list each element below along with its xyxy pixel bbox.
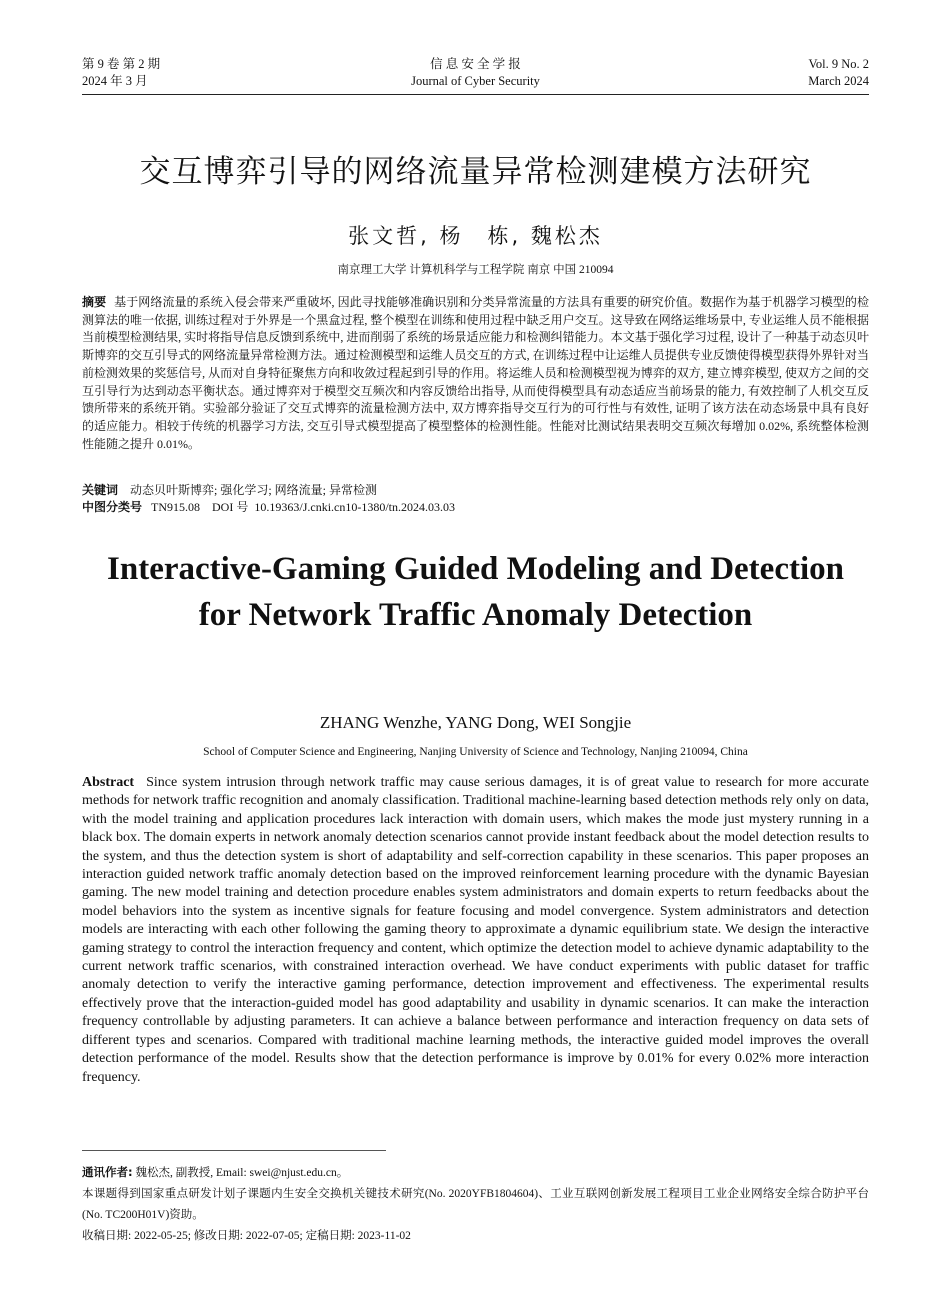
volume-en: Vol. 9 No. 2 [808,57,869,71]
paper-page [82,0,869,1290]
chinese-keywords [82,482,869,499]
header-center [82,56,869,90]
keywords-label: 关键词 [82,483,119,497]
corresponding-text: 魏松杰, 副教授, Email: swei@njust.edu.cn。 [135,1167,349,1179]
class-label: 中图分类号 [82,500,143,514]
chinese-abstract-label: 摘要 [82,295,107,309]
chinese-abstract-text: 基于网络流量的系统入侵会带来严重破坏, 因此寻找能够准确识别和分类异常流量的方法具有重要的研究价值。数据作为基于机器学习模型的检测算法的唯一依据, 训练过程对于外界是一个黑盒过程, 整个模型在训练和使用过程中缺乏用户交互。这导致在网络运维场景中, 专业运维人员不能根据当前模型检测结果, 实时将指导信息反馈到系统中, 进而削弱了系统的场景适应能力和检测纠错能力。本文基于强化学习过程, 设计了一种基于动态贝叶斯博弈的交互引导式的网络流量异常检测方法。通过检测模型和运维人员交互的方式, 在训练过程中让运维人员提供专业反馈使得模型获得外界针对当前检测效果的奖惩信号, 从而对自身特征聚焦方向和收敛过程起到引导的作用。将运维人员和检测模型视为博弈的双方, 建立博弈模型, 使双方之间的交互引导行为达到动态平衡状态。通过博弈对于模型交互频次和内容反馈给出指导, 从而使得模型具有动态适应当前场景的能力, 有效控制了人机交互反馈所带来的系统开销。实验部分验证了交互式博弈的流量检测方法中, 双方博弈指导交互行为的可行性与有效性, 证明了该方法在动态场景中具有良好的适应能力。相较于传统的机器学习方法, 交互引导式模型提高了模型整体的检测性能。性能对比测试结果表明交互频次每增加 0.02%, 系统整体检测性能随之提升 0.01%。 [82,295,869,451]
dates-note: 收稿日期: 2022-05-25; 修改日期: 2022-07-05; 定稿日期: 2023-11-02 [82,1230,411,1242]
classification-line [82,499,869,516]
english-abstract [82,774,869,1087]
english-title: Interactive-Gaming Guided Modeling and Detection for Network Traffic Anomaly Detection [107,551,844,633]
chinese-authors: 张文哲, 杨 栋, 魏松杰 [348,224,603,248]
english-abstract-text: Since system intrusion through network traffic may cause serious damages, it is of great value to research for more accurate methods for network traffic recognition and anomaly classification. Traditional machine-learning based detection methods rely only on data, with the model training and application procedures lack interaction with domain users, which makes the mode just mystery running in a black box. The domain experts in network anomaly detection scenarios cannot provide instant feedback about the model detection results to the system, and thus the detection system is short of adaptability and self-correction capability in these scenarios. This paper proposes an interaction guided network traffic anomaly detection based on the improved reinforcement learning procedure with the dynamic Bayesian gaming. The new model training and detection procedure enables system administrators and domain experts to return feedbacks about the model behaviors into the system as incentive signals for feature focusing and model convergence. System administrators and detection models are interacting with each other following the gaming theory to approximate a dynamic equilibrium state. We design the interactive gaming strategy to control the interaction frequency and content, which optimize the detection model to achieve dynamic adaptability to the current network traffic scenarios, with constrained interaction overhead. We have conduct experiments with public dataset for traffic anomaly detection to verify the interactive gaming performance, detection improvement and effectiveness. The experimental results effectively prove that the interaction-guided model has good adaptability and usability in dynamic scenarios. It can make the interaction frequency controllable by adjusting parameters. It can achieve a balance between performance and interaction frequency on data sets of different types and scenarios. Compared with traditional machine learning methods, the interactive guided model improves the overall detection performance of the model. Results show that the detection performance is improve by 0.01% for every 0.02% more interaction frequency. [82,775,869,1085]
header-right [808,56,869,90]
corresponding-author-note [82,1162,869,1184]
journal-name-zh: 信 息 安 全 学 报 [430,57,521,71]
chinese-title: 交互博弈引导的网络流量异常检测建模方法研究 [139,154,812,190]
running-header [82,56,869,94]
class-value: TN915.08 [151,500,201,514]
english-abstract-label: Abstract [82,775,135,790]
footnotes [82,1162,869,1247]
chinese-abstract [82,294,869,453]
date-en: March 2024 [808,74,869,88]
english-authors: ZHANG Wenzhe, YANG Dong, WEI Songjie [319,713,632,732]
date-zh: 2024 年 3 月 [82,74,148,88]
header-divider [82,94,869,95]
corresponding-label: 通讯作者: [82,1165,133,1179]
journal-name-en: Journal of Cyber Security [411,74,540,88]
doi-value: 10.19363/J.cnki.cn10-1380/tn.2024.03.03 [254,500,456,514]
funding-note: 本课题得到国家重点研发计划子课题内生安全交换机关键技术研究(No. 2020YFB1804604)、工业互联网创新发展工程项目工业企业网络安全综合防护平台(No. TC200H01V)资助。 [82,1188,869,1221]
keywords-text: 动态贝叶斯博弈; 强化学习; 网络流量; 异常检测 [130,483,378,497]
chinese-affiliation: 南京理工大学 计算机科学与工程学院 南京 中国 210094 [337,264,614,276]
volume-zh: 第 9 卷 第 2 期 [82,57,161,71]
footnote-divider [82,1150,386,1151]
doi-label: DOI 号 [212,500,249,514]
english-affiliation: School of Computer Science and Engineering, Nanjing University of Science and Technology, Nanjing 210094, China [203,746,748,758]
